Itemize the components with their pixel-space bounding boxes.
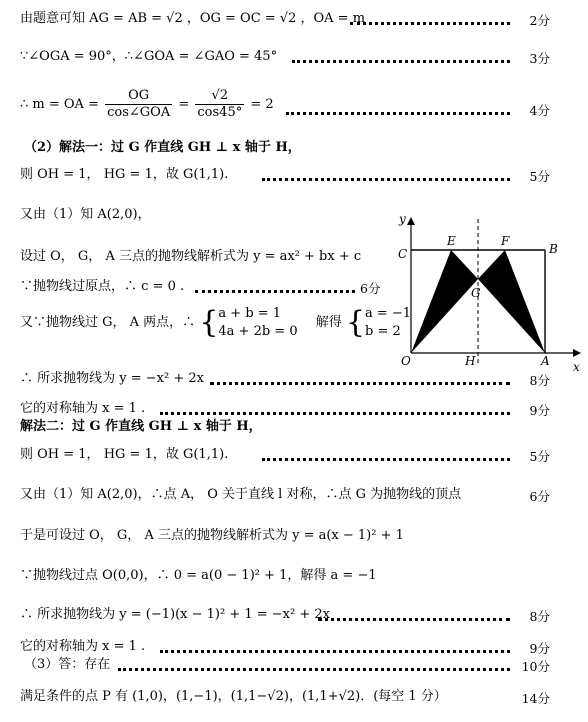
- geometry-figure: [393, 213, 585, 373]
- line-17: [20, 606, 330, 624]
- line-text: 于是可设过 O， G， A 三点的抛物线解析式为 y = a(x − 1)² + 1: [20, 528, 404, 543]
- score-label: 4分: [529, 103, 550, 118]
- line-9: [20, 305, 411, 341]
- line-text: ∴ m = OA =: [20, 97, 99, 112]
- score-label: 9分: [529, 641, 550, 656]
- label-g: G: [471, 286, 481, 300]
- label-a: A: [541, 354, 550, 368]
- equation-system: [218, 305, 297, 341]
- line-text: 它的对称轴为 x = 1 .: [20, 401, 146, 416]
- equation: a = −1: [365, 306, 412, 321]
- line-text: 则 OH = 1， HG = 1，故 G(1,1).: [20, 447, 229, 462]
- dot-leader: [160, 650, 510, 653]
- x-axis-arrow: [573, 349, 581, 357]
- label-b: B: [549, 242, 558, 256]
- fraction: [195, 88, 244, 121]
- score-label: 6分: [360, 281, 381, 296]
- line-1: [20, 10, 365, 28]
- line-2: [20, 48, 277, 66]
- score-label: 8分: [529, 373, 550, 388]
- line-18: [20, 638, 145, 656]
- line-text: 又由（1）知 A(2,0)，: [20, 207, 151, 222]
- line-20: [20, 688, 447, 706]
- line-16: [20, 567, 377, 585]
- solve-label: 解得: [315, 315, 342, 330]
- label-y: y: [399, 213, 406, 226]
- fraction-numerator: √2: [195, 88, 244, 105]
- line-4: [24, 139, 301, 157]
- line-text: 它的对称轴为 x = 1 .: [20, 639, 146, 654]
- line-text: ∴ 所求抛物线为 y = −x² + 2x: [20, 371, 204, 386]
- y-axis-arrow: [407, 217, 415, 225]
- score-label: 5分: [529, 169, 550, 184]
- line-text: 又由（1）知 A(2,0)，∴点 A， O 关于直线 l 对称，∴点 G 为抛物线的顶点: [20, 487, 462, 502]
- label-e: E: [447, 234, 456, 248]
- fraction-numerator: OG: [105, 88, 172, 105]
- fraction-denominator: cos∠GOA: [107, 105, 171, 120]
- equation: b = 2: [365, 324, 401, 339]
- line-12: [20, 418, 262, 436]
- dot-leader: [262, 178, 510, 181]
- line-3: [20, 88, 274, 121]
- left-brace: {: [199, 305, 219, 340]
- score-label: 9分: [529, 403, 550, 418]
- line-15: [20, 527, 404, 545]
- label-h: H: [465, 354, 476, 368]
- line-text: 则 OH = 1， HG = 1，故 G(1,1).: [20, 167, 229, 182]
- dot-leader: [118, 668, 510, 671]
- score-label: 6分: [529, 489, 550, 504]
- equation: a + b = 1: [218, 306, 282, 321]
- line-text: （3）答：存在: [24, 657, 111, 672]
- equals-sign: =: [178, 97, 190, 112]
- dot-leader: [350, 22, 510, 25]
- label-c: C: [398, 247, 408, 261]
- left-brace: {: [345, 305, 365, 340]
- line-text: ∴ 所求抛物线为 y = (−1)(x − 1)² + 1 = −x² + 2x: [20, 607, 330, 622]
- line-6: [20, 206, 151, 224]
- line-text: 由题意可知 AG = AB = √2 ，OG = OC = √2 ，OA = m: [20, 11, 366, 26]
- score-label: 2分: [529, 13, 550, 28]
- line-text: 解法二：过 G 作直线 GH ⊥ x 轴于 H，: [20, 419, 262, 434]
- line-text: 满足条件的点 P 有 (1,0)，(1,−1)，(1,1−√2)，(1,1+√2)．(每空 1 分）: [20, 689, 447, 704]
- line-text: ∵抛物线过点 O(0,0)，∴ 0 = a(0 − 1)² + 1，解得 a = −1: [20, 568, 377, 583]
- dot-leader: [292, 60, 510, 63]
- line-text: ∵抛物线过原点，∴ c = 0 .: [20, 279, 185, 294]
- dot-leader: [318, 618, 510, 621]
- label-o: O: [401, 354, 411, 368]
- dot-leader: [195, 290, 355, 293]
- dot-leader: [262, 458, 510, 461]
- line-10: [20, 370, 204, 388]
- line-19: [24, 656, 110, 674]
- score-label: 3分: [529, 51, 550, 66]
- shaded-region-right: [478, 250, 545, 353]
- label-f: F: [501, 234, 510, 248]
- line-text: （2）解法一：过 G 作直线 GH ⊥ x 轴于 H，: [24, 140, 301, 155]
- dot-leader: [160, 412, 510, 415]
- score-label: 5分: [529, 449, 550, 464]
- score-label: 14分: [521, 691, 550, 706]
- line-11: [20, 400, 145, 418]
- score-label: 10分: [521, 659, 550, 674]
- line-text: 设过 O， G， A 三点的抛物线解析式为 y = ax² + bx + c: [20, 249, 362, 264]
- fraction: [105, 88, 172, 121]
- label-x: x: [573, 360, 580, 373]
- line-14: [20, 486, 461, 504]
- line-13: [20, 446, 228, 464]
- shaded-region-left: [411, 250, 478, 353]
- line-5: [20, 166, 228, 184]
- score-label: 8分: [529, 609, 550, 624]
- dot-leader: [286, 112, 510, 115]
- line-7: [20, 248, 361, 266]
- line-8: [20, 278, 184, 296]
- equation: 4a + 2b = 0: [218, 324, 298, 339]
- line-text: 又∵抛物线过 G， A 两点，∴: [20, 315, 196, 330]
- line-tail: = 2: [250, 97, 274, 112]
- fraction-denominator: cos45°: [197, 105, 243, 120]
- dot-leader: [210, 382, 510, 385]
- line-text: ∵∠OGA = 90°，∴∠GOA = ∠GAO = 45°: [20, 49, 278, 64]
